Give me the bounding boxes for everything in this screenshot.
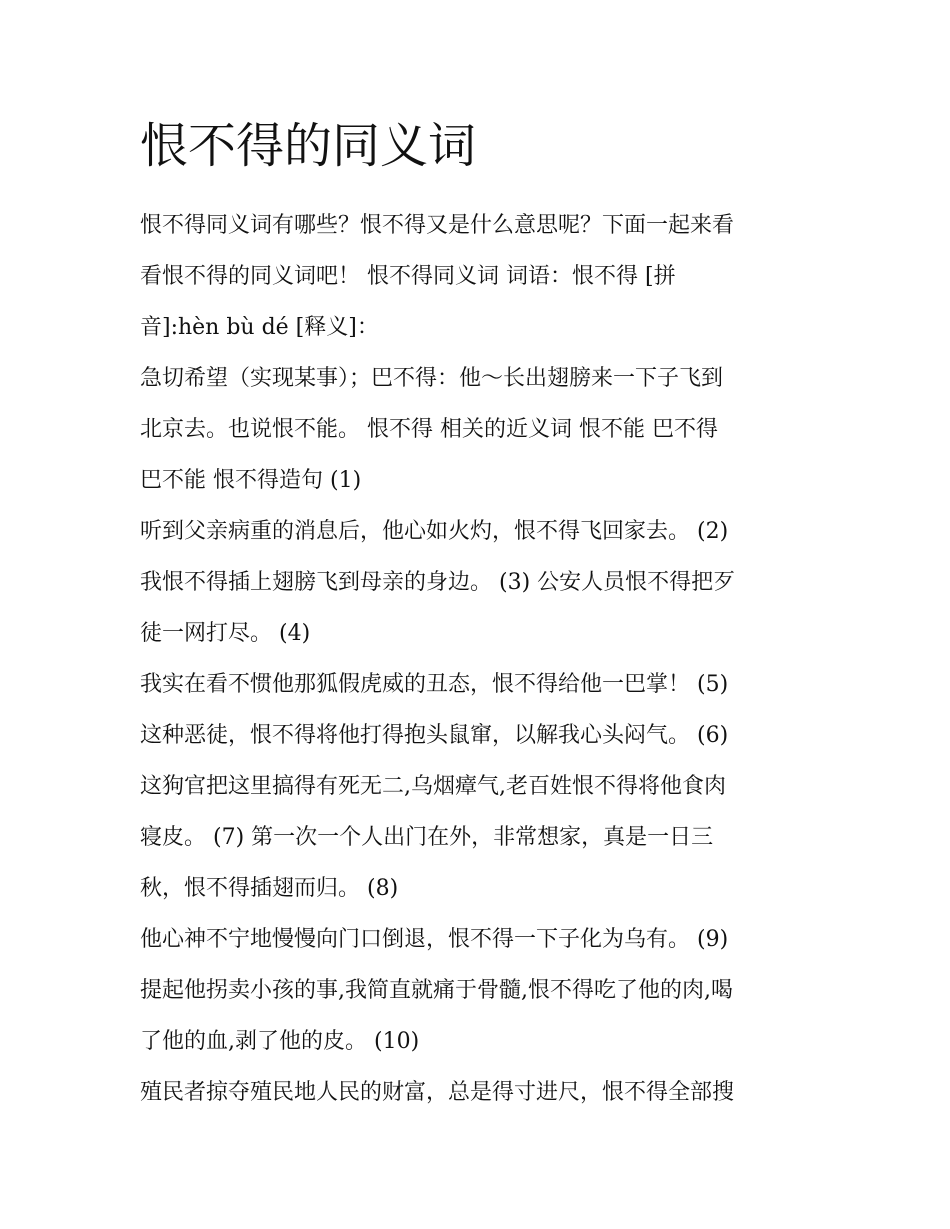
text-line: 他心神不宁地慢慢向门口倒退，恨不得一下子化为乌有。 (9)	[140, 927, 729, 952]
text-line: 这狗官把这里搞得有死无二,乌烟瘴气,老百姓恨不得将他食肉	[140, 774, 726, 799]
text-line: 看恨不得的同义词吧！ 恨不得同义词 词语：恨不得 [拼	[140, 264, 676, 289]
text-line: 音]:hèn bù dé [释义]：	[140, 315, 379, 340]
text-line: 寝皮。 (7) 第一次一个人出门在外，非常想家，真是一日三	[140, 825, 714, 850]
paragraph-6	[140, 1067, 820, 1118]
paragraph-2	[140, 353, 820, 506]
document-page	[140, 110, 820, 1118]
paragraph-3	[140, 506, 820, 659]
page-title: 恨不得的同义词	[140, 118, 477, 174]
text-line: 急切希望（实现某事）；巴不得：他～长出翅膀来一下子飞到	[140, 366, 724, 391]
text-line: 我恨不得插上翅膀飞到母亲的身边。 (3) 公安人员恨不得把歹	[140, 570, 736, 595]
text-line: 听到父亲病重的消息后，他心如火灼，恨不得飞回家去。 (2)	[140, 519, 729, 544]
text-line: 恨不得同义词有哪些？恨不得又是什么意思呢？下面一起来看	[140, 213, 735, 238]
text-line: 这种恶徒，恨不得将他打得抱头鼠窜，以解我心头闷气。 (6)	[140, 723, 729, 748]
text-line: 北京去。也说恨不能。 恨不得 相关的近义词 恨不能 巴不得	[140, 417, 718, 442]
text-line: 徒一网打尽。 (4)	[140, 621, 311, 646]
text-line: 我实在看不惯他那狐假虎威的丑态，恨不得给他一巴掌！ (5)	[140, 672, 729, 697]
paragraph-5	[140, 914, 820, 1067]
text-line: 殖民者掠夺殖民地人民的财富，总是得寸进尺，恨不得全部搜	[140, 1080, 735, 1105]
paragraph-1	[140, 200, 820, 353]
text-line: 提起他拐卖小孩的事,我简直就痛于骨髓,恨不得吃了他的肉,喝	[140, 978, 733, 1003]
text-line: 秋，恨不得插翅而归。 (8)	[140, 876, 399, 901]
text-line: 巴不能 恨不得造句 (1)	[140, 468, 362, 493]
paragraph-4	[140, 659, 820, 914]
text-line: 了他的血,剥了他的皮。 (10)	[140, 1029, 420, 1054]
